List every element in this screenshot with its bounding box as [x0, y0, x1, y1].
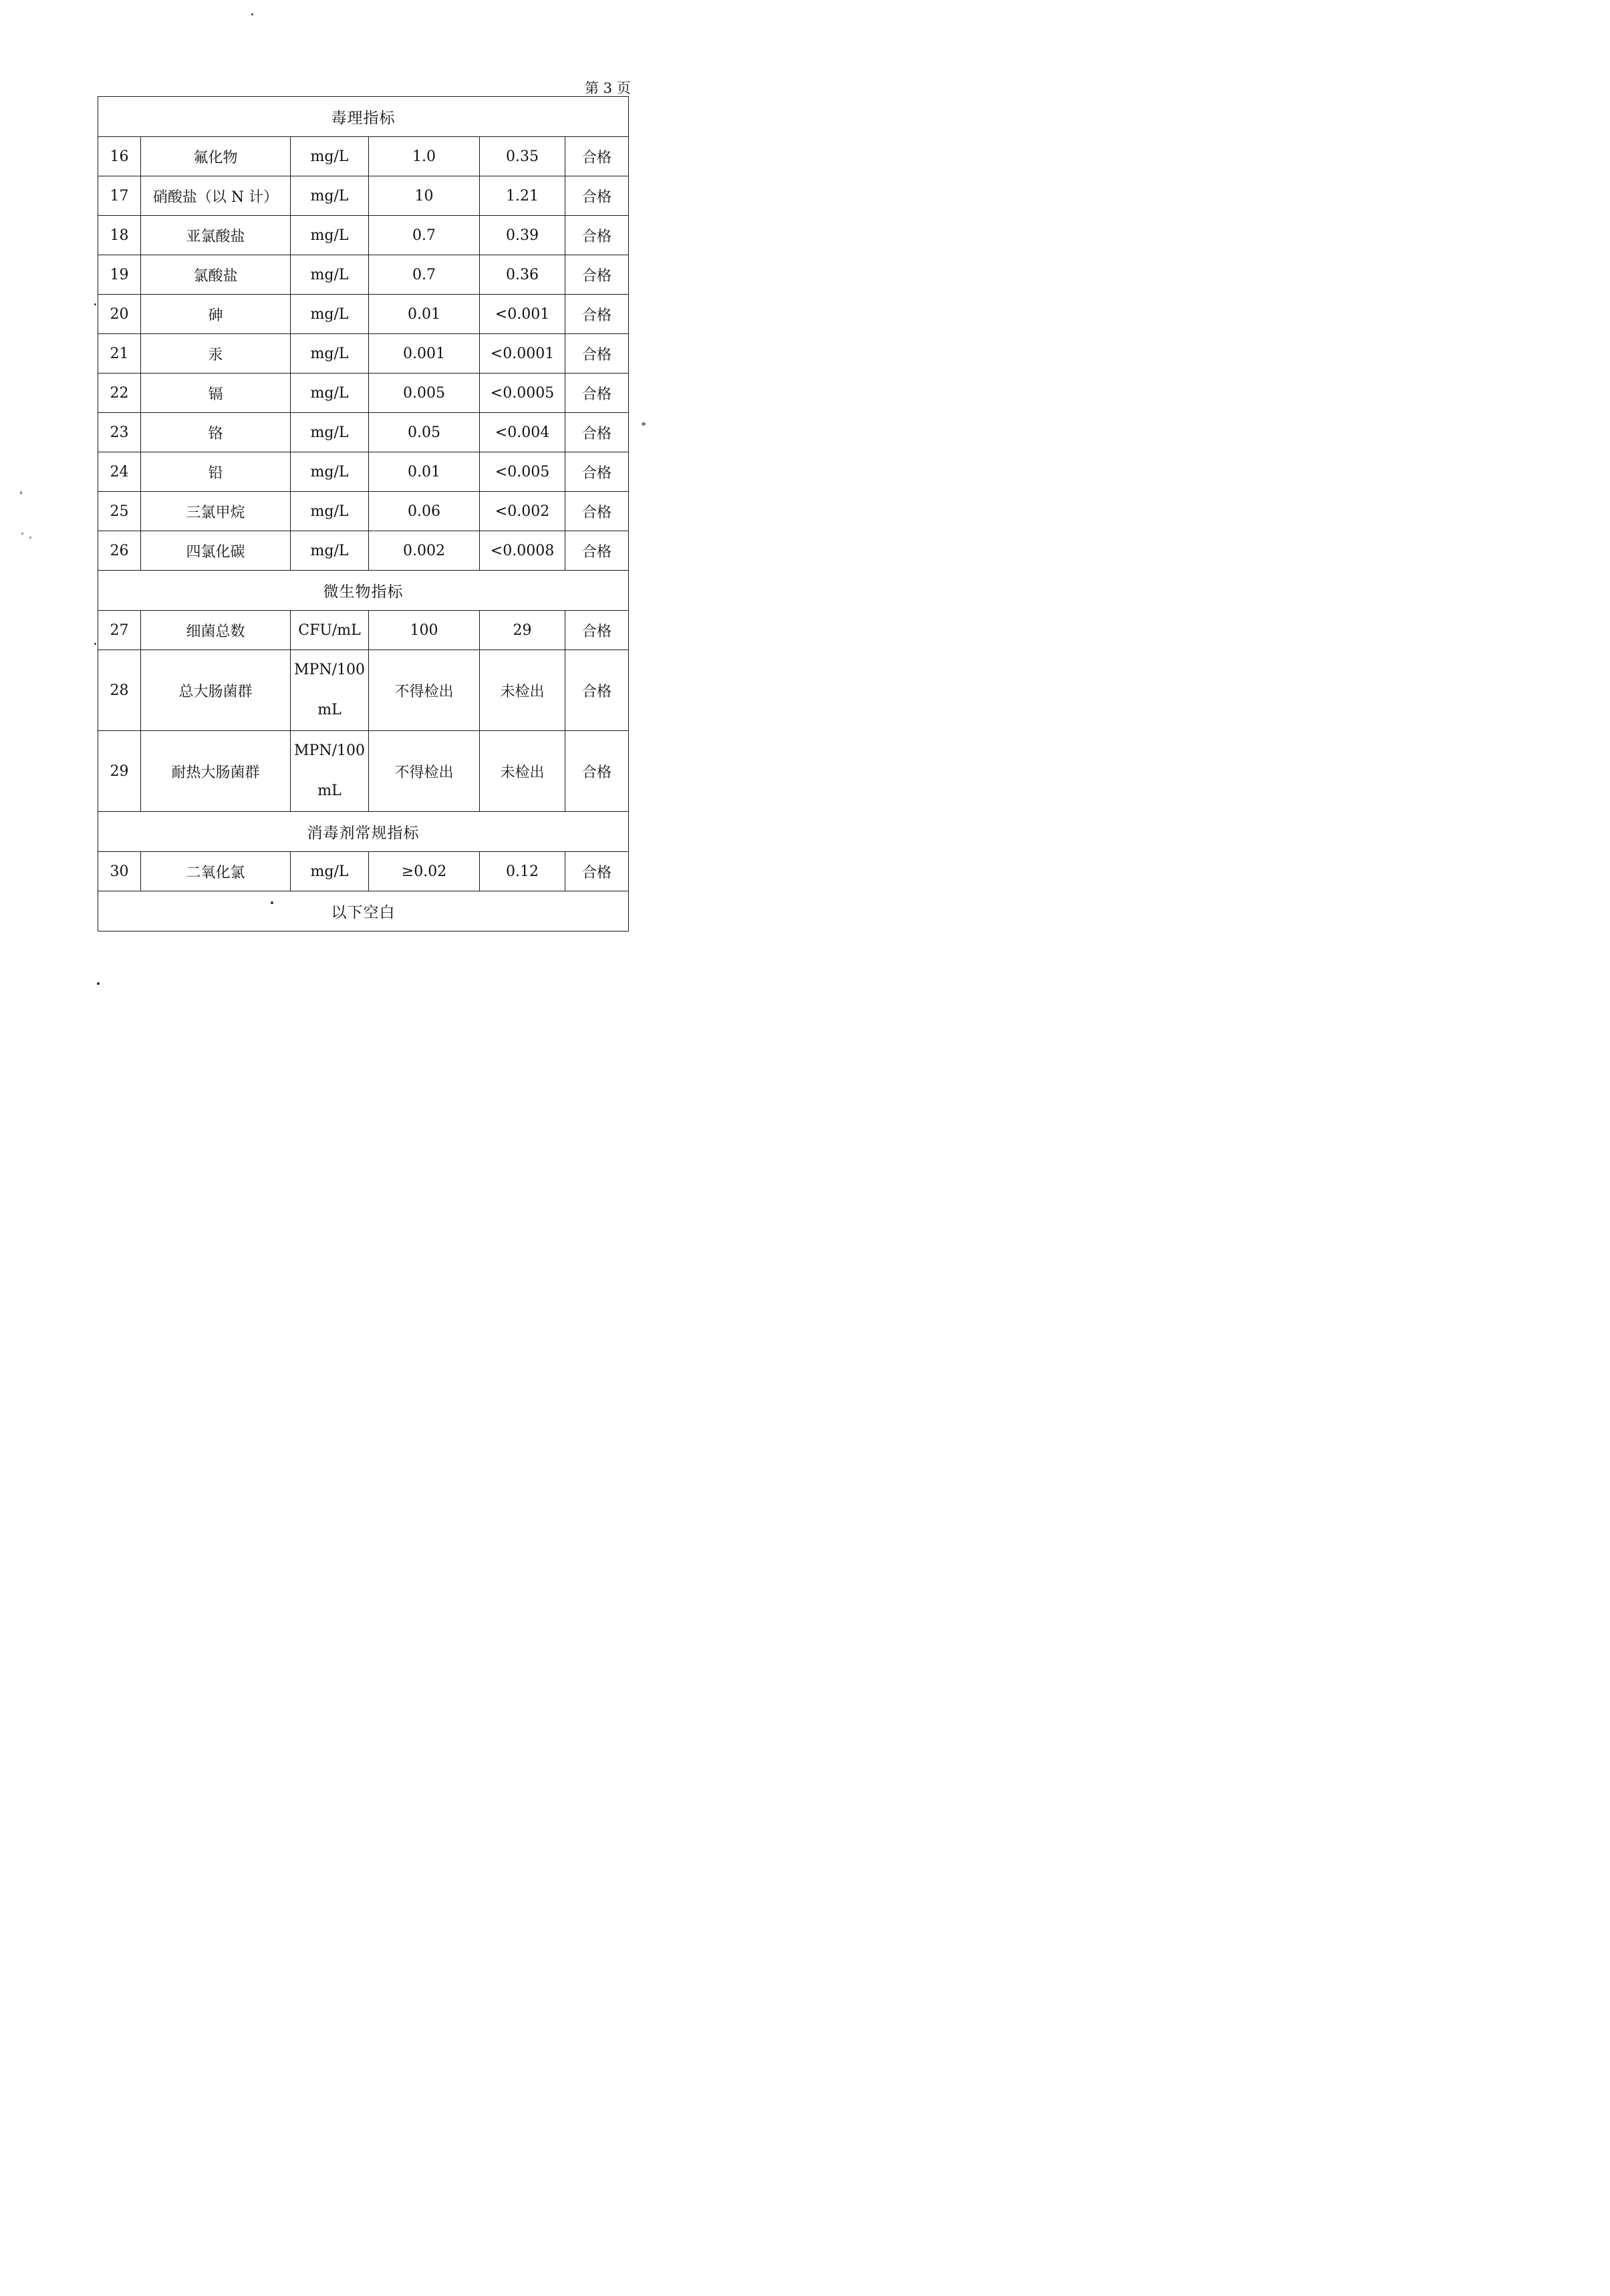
row-number: 27: [98, 611, 141, 650]
item-name: 细菌总数: [141, 611, 291, 650]
page-number: 第 3 页: [585, 80, 631, 96]
standard-limit: 0.002: [369, 531, 480, 571]
verdict: 合格: [565, 295, 629, 334]
test-results-table: [98, 96, 629, 931]
verdict: 合格: [565, 731, 629, 812]
scan-speck: [94, 643, 96, 645]
unit: mg/L: [291, 492, 369, 531]
item-name: 二氧化氯: [141, 852, 291, 891]
row-number: 18: [98, 216, 141, 255]
verdict: 合格: [565, 137, 629, 176]
row-number: 16: [98, 137, 141, 176]
table-row: [98, 334, 629, 374]
test-result: 29: [480, 611, 565, 650]
unit: mg/L: [291, 137, 369, 176]
row-number: 24: [98, 452, 141, 492]
scan-speck: [271, 901, 273, 904]
item-name: 亚氯酸盐: [141, 216, 291, 255]
section-row-toxicology: [98, 97, 629, 137]
row-number: 30: [98, 852, 141, 891]
unit-line-1: MPN/100: [294, 742, 365, 759]
unit-line-1: MPN/100: [294, 662, 365, 678]
row-number: 25: [98, 492, 141, 531]
verdict: 合格: [565, 374, 629, 413]
table-row: [98, 216, 629, 255]
table-row: [98, 255, 629, 295]
standard-limit: 0.7: [369, 255, 480, 295]
test-result: <0.0008: [480, 531, 565, 571]
unit: mg/L: [291, 531, 369, 571]
verdict: 合格: [565, 216, 629, 255]
scan-speck: [94, 303, 96, 305]
test-result: <0.004: [480, 413, 565, 452]
test-result: <0.005: [480, 452, 565, 492]
unit: mg/L: [291, 295, 369, 334]
unit-line-2: mL: [317, 782, 342, 799]
row-number: 29: [98, 731, 141, 812]
table-row: [98, 531, 629, 571]
unit: mg/L: [291, 413, 369, 452]
verdict: 合格: [565, 176, 629, 216]
scan-speck: [29, 537, 31, 539]
item-name: 氟化物: [141, 137, 291, 176]
standard-limit: 0.06: [369, 492, 480, 531]
table-row: [98, 611, 629, 650]
section-row-blank: [98, 891, 629, 931]
standard-limit: 0.01: [369, 452, 480, 492]
row-number: 23: [98, 413, 141, 452]
unit-line-2: mL: [317, 702, 342, 718]
section-row-disinfectant: [98, 812, 629, 852]
item-name: 硝酸盐（以 N 计）: [141, 176, 291, 216]
unit: mg/L: [291, 334, 369, 374]
scan-speck: [97, 982, 100, 985]
table-row: [98, 295, 629, 334]
test-result: 未检出: [480, 731, 565, 812]
table-row: [98, 852, 629, 891]
standard-limit: 不得检出: [369, 650, 480, 731]
item-name: 铅: [141, 452, 291, 492]
table-row: [98, 650, 629, 731]
test-result: 未检出: [480, 650, 565, 731]
row-number: 21: [98, 334, 141, 374]
row-number: 22: [98, 374, 141, 413]
standard-limit: 0.005: [369, 374, 480, 413]
verdict: 合格: [565, 255, 629, 295]
test-result: 0.35: [480, 137, 565, 176]
scan-speck: [20, 491, 22, 494]
test-result: <0.002: [480, 492, 565, 531]
unit: CFU/mL: [291, 611, 369, 650]
test-result: <0.0005: [480, 374, 565, 413]
unit: mg/L: [291, 255, 369, 295]
scan-speck: [21, 533, 23, 535]
table-row: [98, 137, 629, 176]
scan-speck: [642, 422, 646, 426]
test-result: 0.36: [480, 255, 565, 295]
item-name: 镉: [141, 374, 291, 413]
verdict: 合格: [565, 531, 629, 571]
row-number: 19: [98, 255, 141, 295]
item-name: 四氯化碳: [141, 531, 291, 571]
verdict: 合格: [565, 611, 629, 650]
row-number: 26: [98, 531, 141, 571]
standard-limit: 不得检出: [369, 731, 480, 812]
item-name: 耐热大肠菌群: [141, 731, 291, 812]
blank-below-note: 以下空白: [98, 891, 629, 931]
unit: mg/L: [291, 374, 369, 413]
item-name: 砷: [141, 295, 291, 334]
section-title-toxicology: 毒理指标: [98, 97, 629, 137]
unit: mg/L: [291, 216, 369, 255]
verdict: 合格: [565, 413, 629, 452]
item-name: 氯酸盐: [141, 255, 291, 295]
verdict: 合格: [565, 334, 629, 374]
standard-limit: 0.01: [369, 295, 480, 334]
verdict: 合格: [565, 650, 629, 731]
verdict: 合格: [565, 452, 629, 492]
table-row: [98, 176, 629, 216]
standard-limit: 10: [369, 176, 480, 216]
standard-limit: 0.7: [369, 216, 480, 255]
test-result: 0.12: [480, 852, 565, 891]
section-title-disinfectant: 消毒剂常规指标: [98, 812, 629, 852]
item-name: 铬: [141, 413, 291, 452]
item-name: 总大肠菌群: [141, 650, 291, 731]
section-row-microbiology: [98, 571, 629, 611]
test-result: <0.0001: [480, 334, 565, 374]
standard-limit: 0.05: [369, 413, 480, 452]
test-result: <0.001: [480, 295, 565, 334]
verdict: 合格: [565, 852, 629, 891]
standard-limit: 0.001: [369, 334, 480, 374]
standard-limit: 100: [369, 611, 480, 650]
section-title-microbiology: 微生物指标: [98, 571, 629, 611]
unit: [291, 650, 369, 731]
unit: mg/L: [291, 852, 369, 891]
row-number: 17: [98, 176, 141, 216]
table-row: [98, 452, 629, 492]
scan-speck: [251, 13, 253, 15]
row-number: 28: [98, 650, 141, 731]
test-result: 1.21: [480, 176, 565, 216]
verdict: 合格: [565, 492, 629, 531]
unit: mg/L: [291, 452, 369, 492]
standard-limit: 1.0: [369, 137, 480, 176]
table-row: [98, 731, 629, 812]
unit: [291, 731, 369, 812]
standard-limit: ≥0.02: [369, 852, 480, 891]
item-name: 三氯甲烷: [141, 492, 291, 531]
row-number: 20: [98, 295, 141, 334]
test-result: 0.39: [480, 216, 565, 255]
table-row: [98, 492, 629, 531]
unit: mg/L: [291, 176, 369, 216]
table-row: [98, 413, 629, 452]
table-row: [98, 374, 629, 413]
item-name: 汞: [141, 334, 291, 374]
